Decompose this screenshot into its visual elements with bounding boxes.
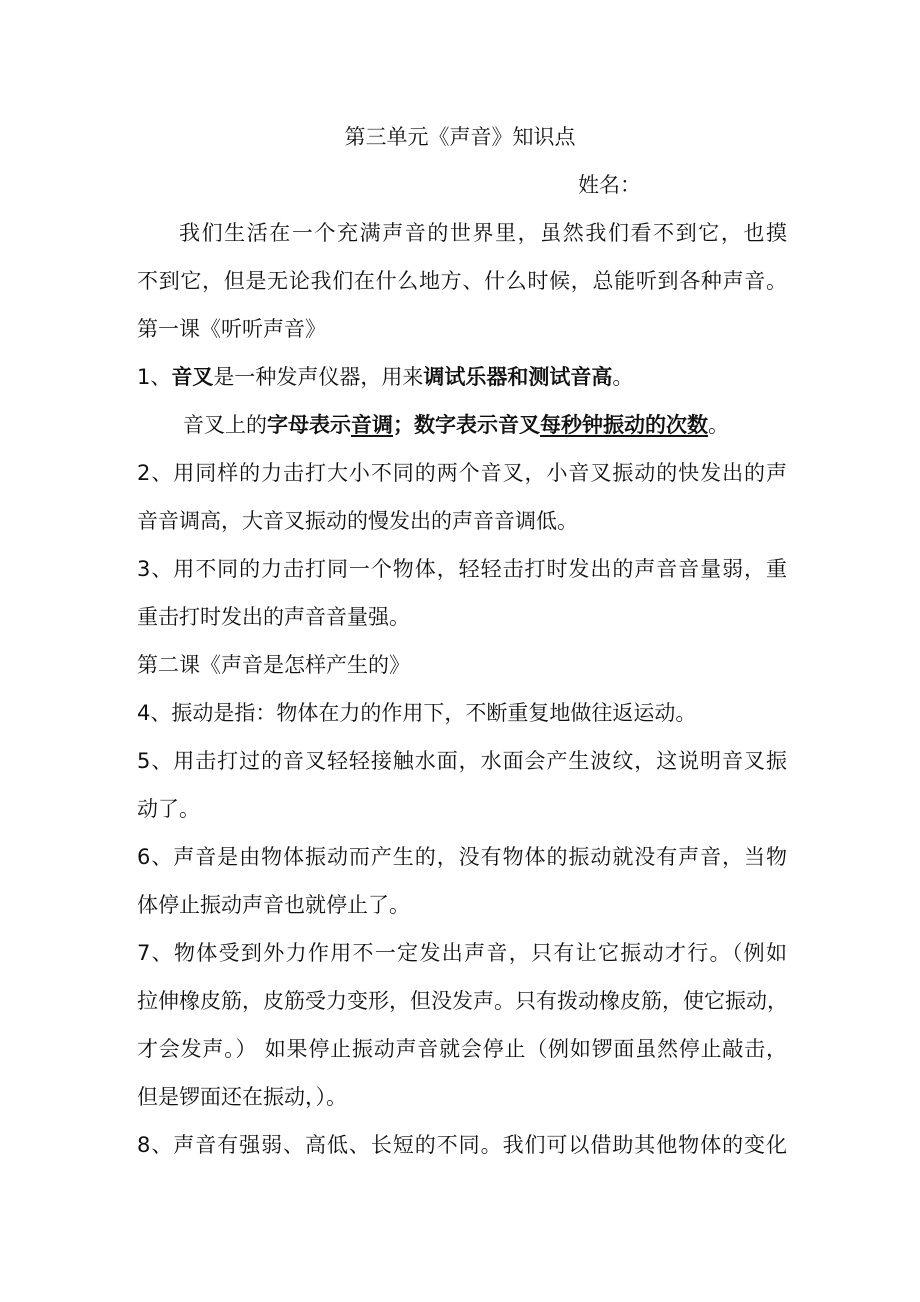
name-label: 姓名： <box>578 173 641 197</box>
text: 。 <box>612 365 634 389</box>
item-7-line: 才会发声。） 如果停止振动声音就会停止（例如锣面虽然停止敲击， <box>137 1037 787 1061</box>
underlined-text: 每秒钟振动的次数 <box>540 413 708 437</box>
bold-text: 音叉 <box>171 365 214 389</box>
lesson-heading-2: 第二课《声音是怎样产生的》 <box>137 653 410 677</box>
text: 是一种发声仪器，用来 <box>213 365 424 389</box>
item-8-line: 8、声音有强弱、高低、长短的不同。我们可以借助其他物体的变化 <box>137 1133 787 1157</box>
item-3-line: 重击打时发出的声音音量强。 <box>137 605 410 629</box>
bold-text: 调试乐器和测试音高 <box>423 365 613 389</box>
document-title: 第三单元《声音》知识点 <box>344 125 576 149</box>
item-6-line: 体停止振动声音也就停止了。 <box>137 893 410 917</box>
item-2-line: 2、用同样的力击打大小不同的两个音叉，小音叉振动的快发出的声 <box>137 461 787 485</box>
item-7-line: 7、物体受到外力作用不一定发出声音，只有让它振动才行。（例如 <box>137 941 787 965</box>
text-line: 我们生活在一个充满声音的世界里，虽然我们看不到它，也摸 <box>179 221 787 245</box>
item-5-line: 5、用击打过的音叉轻轻接触水面，水面会产生波纹，这说明音叉振 <box>137 749 787 773</box>
item-4: 4、振动是指：物体在力的作用下，不断重复地做往返运动。 <box>137 701 697 725</box>
item-6-line: 6、声音是由物体振动而产生的，没有物体的振动就没有声音，当物 <box>137 845 787 869</box>
item-2-line: 音音调高，大音叉振动的慢发出的声音音调低。 <box>137 509 578 533</box>
text: 音叉上的 <box>183 413 267 437</box>
bold-text: ；数字表示音叉 <box>393 413 540 437</box>
text: 1、 <box>137 365 172 389</box>
item-1 <box>137 363 787 391</box>
item-5-line: 动了。 <box>137 797 200 821</box>
item-7-line: 但是锣面还在振动，）。 <box>137 1085 347 1109</box>
item-7-line: 拉伸橡皮筋，皮筋受力变形，但没发声。只有拨动橡皮筋，使它振动， <box>137 989 788 1013</box>
text-line: 不到它，但是无论我们在什么地方、什么时候，总能听到各种声音。 <box>137 269 787 293</box>
item-1-detail <box>183 411 833 439</box>
bold-text: 字母表示 <box>267 413 351 437</box>
underlined-text: 音调 <box>351 413 393 437</box>
text: 。 <box>708 413 729 437</box>
item-3-line: 3、用不同的力击打同一个物体，轻轻击打时发出的声音音量弱，重 <box>137 557 787 581</box>
lesson-heading-1: 第一课《听听声音》 <box>137 317 326 341</box>
